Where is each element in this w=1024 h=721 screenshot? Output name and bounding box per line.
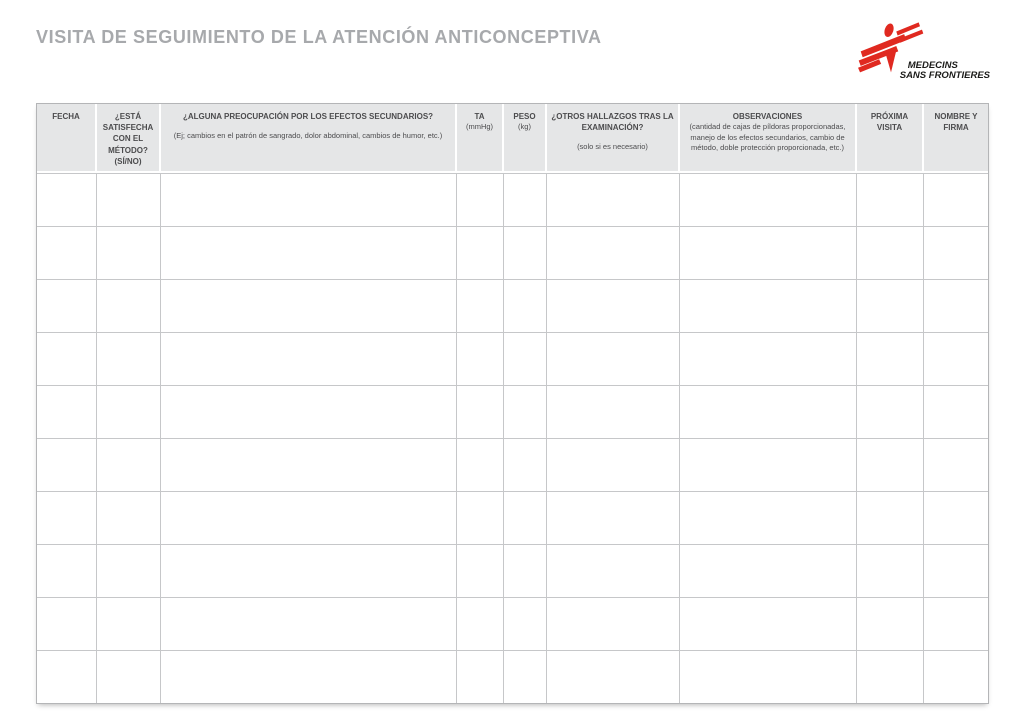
empty-cell-ta	[457, 332, 504, 385]
empty-cell-preocupacion-efectos-secundarios	[161, 332, 457, 385]
table-row	[37, 173, 988, 226]
empty-cell-preocupacion-efectos-secundarios	[161, 279, 457, 332]
empty-cell-observaciones	[680, 173, 857, 226]
empty-cell-otros-hallazgos	[547, 597, 680, 650]
empty-cell-peso	[504, 173, 547, 226]
empty-cell-proxima-visita	[857, 544, 924, 597]
msf-logo	[858, 21, 990, 81]
empty-cell-observaciones	[680, 544, 857, 597]
table-row	[37, 544, 988, 597]
empty-cell-fecha	[37, 491, 97, 544]
col-header-peso	[504, 104, 547, 173]
empty-cell-peso	[504, 226, 547, 279]
empty-cell-peso	[504, 438, 547, 491]
header-row	[37, 104, 988, 173]
empty-cell-otros-hallazgos	[547, 438, 680, 491]
empty-cell-observaciones	[680, 491, 857, 544]
page-title: VISITA DE SEGUIMIENTO DE LA ATENCIÓN ANTICONCEPTIVA	[36, 27, 602, 47]
table-row	[37, 491, 988, 544]
empty-cell-peso	[504, 385, 547, 438]
empty-cell-fecha	[37, 279, 97, 332]
empty-cell-satisfecha-metodo	[97, 279, 161, 332]
column-label: ¿ESTÁ SATISFECHA CON EL MÉTODO? (SÍ/NO)	[102, 112, 154, 166]
empty-cell-nombre-firma	[924, 226, 988, 279]
empty-cell-fecha	[37, 650, 97, 703]
empty-cell-observaciones	[680, 385, 857, 438]
col-header-preocupacion-efectos	[161, 104, 457, 173]
empty-cell-ta	[457, 544, 504, 597]
empty-cell-nombre-firma	[924, 650, 988, 703]
empty-cell-nombre-firma	[924, 544, 988, 597]
empty-cell-ta	[457, 438, 504, 491]
empty-cell-satisfecha-metodo	[97, 173, 161, 226]
empty-cell-preocupacion-efectos-secundarios	[161, 173, 457, 226]
empty-cell-proxima-visita	[857, 597, 924, 650]
table-row	[37, 332, 988, 385]
empty-cell-otros-hallazgos	[547, 385, 680, 438]
empty-cell-ta	[457, 597, 504, 650]
empty-cell-preocupacion-efectos-secundarios	[161, 385, 457, 438]
col-header-nombre-firma	[924, 104, 988, 173]
empty-cell-proxima-visita	[857, 226, 924, 279]
empty-cell-nombre-firma	[924, 438, 988, 491]
empty-cell-otros-hallazgos	[547, 491, 680, 544]
empty-cell-nombre-firma	[924, 279, 988, 332]
empty-cell-otros-hallazgos	[547, 332, 680, 385]
col-header-otros-hallazgos	[547, 104, 680, 173]
empty-cell-observaciones	[680, 650, 857, 703]
empty-cell-otros-hallazgos	[547, 173, 680, 226]
empty-cell-otros-hallazgos	[547, 279, 680, 332]
empty-cell-peso	[504, 597, 547, 650]
empty-cell-satisfecha-metodo	[97, 544, 161, 597]
empty-cell-preocupacion-efectos-secundarios	[161, 650, 457, 703]
table-row	[37, 279, 988, 332]
empty-cell-preocupacion-efectos-secundarios	[161, 491, 457, 544]
empty-cell-fecha	[37, 173, 97, 226]
empty-cell-nombre-firma	[924, 385, 988, 438]
column-label: ¿ALGUNA PREOCUPACIÓN POR LOS EFECTOS SECUNDARIOS?	[182, 112, 434, 121]
empty-cell-preocupacion-efectos-secundarios	[161, 438, 457, 491]
empty-cell-proxima-visita	[857, 650, 924, 703]
empty-cell-ta	[457, 650, 504, 703]
empty-cell-preocupacion-efectos-secundarios	[161, 544, 457, 597]
empty-cell-proxima-visita	[857, 438, 924, 491]
empty-cell-ta	[457, 279, 504, 332]
empty-cell-fecha	[37, 438, 97, 491]
column-note: (kg)	[518, 122, 531, 132]
empty-cell-observaciones	[680, 279, 857, 332]
table-body	[37, 173, 988, 703]
follow-up-visits-table	[36, 103, 989, 704]
msf-logo-line2: SANS FRONTIERES	[899, 69, 990, 81]
empty-cell-fecha	[37, 332, 97, 385]
column-label: ¿OTROS HALLAZGOS TRAS LA EXAMINACIÓN?	[551, 112, 674, 133]
empty-cell-nombre-firma	[924, 332, 988, 385]
empty-cell-otros-hallazgos	[547, 544, 680, 597]
empty-cell-satisfecha-metodo	[97, 597, 161, 650]
column-label: PRÓXIMA VISITA	[870, 112, 909, 133]
empty-cell-peso	[504, 332, 547, 385]
column-note: (cantidad de cajas de píldoras proporcionadas, manejo de los efectos secundarios, cambio de método, doble protección proporcionada, etc.)	[689, 122, 846, 153]
col-header-proxima-visita	[857, 104, 924, 173]
empty-cell-otros-hallazgos	[547, 226, 680, 279]
table-row	[37, 438, 988, 491]
msf-logo-line1: MEDECINS	[907, 59, 958, 71]
empty-cell-ta	[457, 491, 504, 544]
column-label: FECHA	[52, 112, 80, 121]
empty-cell-fecha	[37, 544, 97, 597]
empty-cell-peso	[504, 650, 547, 703]
empty-cell-satisfecha-metodo	[97, 491, 161, 544]
empty-cell-proxima-visita	[857, 279, 924, 332]
empty-cell-observaciones	[680, 597, 857, 650]
col-header-ta	[457, 104, 504, 173]
column-label: TA	[474, 112, 485, 121]
col-header-observaciones	[680, 104, 857, 173]
column-label: NOMBRE Y FIRMA	[934, 112, 978, 133]
col-header-fecha	[37, 104, 97, 173]
empty-cell-observaciones	[680, 332, 857, 385]
msf-logo-wordmark	[900, 61, 990, 82]
empty-cell-peso	[504, 279, 547, 332]
col-header-satisfecha-metodo	[97, 104, 161, 173]
empty-cell-satisfecha-metodo	[97, 332, 161, 385]
empty-cell-ta	[457, 226, 504, 279]
empty-cell-proxima-visita	[857, 491, 924, 544]
empty-cell-satisfecha-metodo	[97, 650, 161, 703]
empty-cell-satisfecha-metodo	[97, 438, 161, 491]
empty-cell-otros-hallazgos	[547, 650, 680, 703]
column-label: PESO	[513, 112, 536, 121]
empty-cell-peso	[504, 491, 547, 544]
empty-cell-preocupacion-efectos-secundarios	[161, 597, 457, 650]
empty-cell-ta	[457, 173, 504, 226]
empty-cell-proxima-visita	[857, 385, 924, 438]
empty-cell-proxima-visita	[857, 173, 924, 226]
empty-cell-nombre-firma	[924, 173, 988, 226]
empty-cell-fecha	[37, 597, 97, 650]
empty-cell-ta	[457, 385, 504, 438]
table-row	[37, 226, 988, 279]
empty-cell-observaciones	[680, 226, 857, 279]
empty-cell-preocupacion-efectos-secundarios	[161, 226, 457, 279]
column-label: OBSERVACIONES	[732, 112, 803, 121]
empty-cell-peso	[504, 544, 547, 597]
empty-cell-satisfecha-metodo	[97, 226, 161, 279]
column-note: (solo si es necesario)	[577, 142, 648, 152]
empty-cell-proxima-visita	[857, 332, 924, 385]
column-note: (mmHg)	[465, 122, 494, 132]
empty-cell-nombre-firma	[924, 597, 988, 650]
table-row	[37, 385, 988, 438]
empty-cell-nombre-firma	[924, 491, 988, 544]
table-row	[37, 650, 988, 703]
column-note: (Ej; cambios en el patrón de sangrado, dolor abdominal, cambios de humor, etc.)	[173, 131, 443, 141]
empty-cell-fecha	[37, 385, 97, 438]
empty-cell-observaciones	[680, 438, 857, 491]
table-row	[37, 597, 988, 650]
empty-cell-fecha	[37, 226, 97, 279]
empty-cell-satisfecha-metodo	[97, 385, 161, 438]
